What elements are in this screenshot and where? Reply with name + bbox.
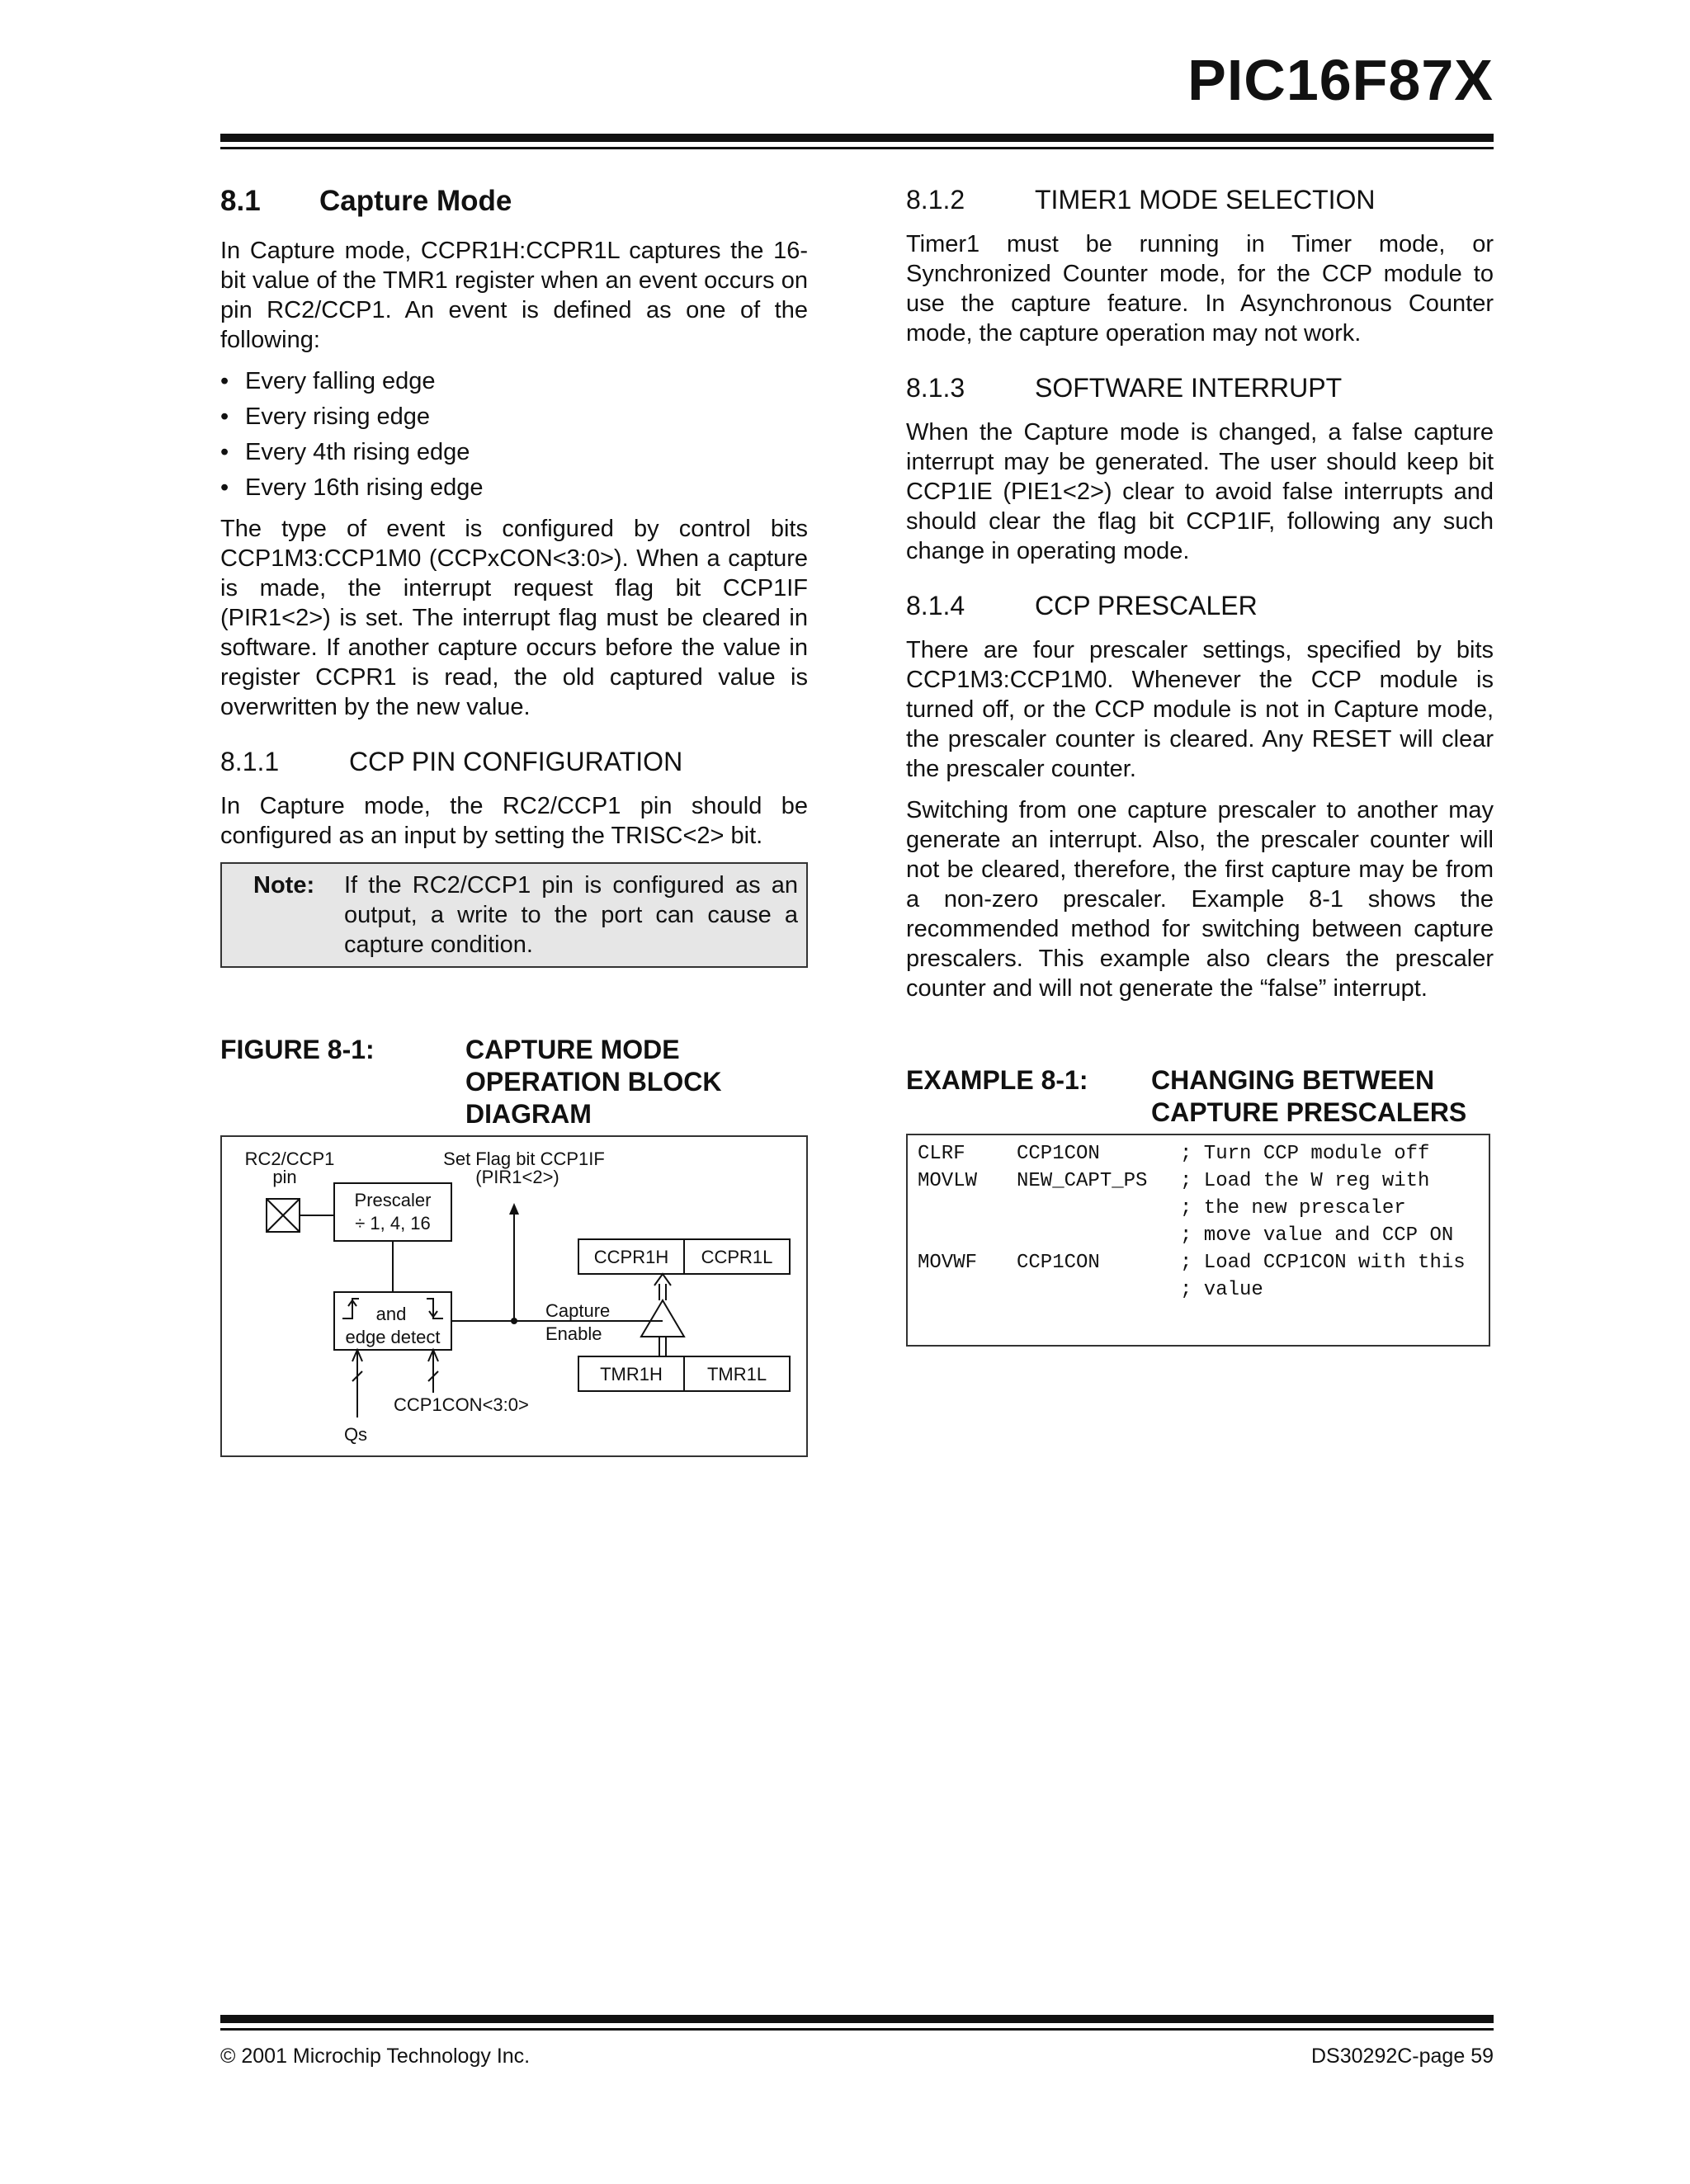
subsection-title: SOFTWARE INTERRUPT xyxy=(1035,373,1343,403)
subsection-title: CCP PRESCALER xyxy=(1035,591,1258,620)
code-opcode: MOVWF xyxy=(918,1252,978,1274)
flag-arrow-icon xyxy=(509,1203,519,1215)
code-opcode: CLRF xyxy=(918,1143,965,1165)
edge-label-line1: and xyxy=(375,1304,407,1324)
prescaler-label-line2: ÷ 1, 4, 16 xyxy=(355,1213,431,1234)
list-item: • Every 4th rising edge xyxy=(220,437,808,467)
code-operand: CCP1CON xyxy=(1017,1143,1100,1165)
code-line xyxy=(908,1222,1489,1249)
prescaler-paragraph-1: There are four prescaler settings, specified by bits CCP1M3:CCP1M0. Whenever the CCP module is turned off, or the CCP module is not in Capture mode, the prescaler counter is cleared. Any RESET will clear the prescaler counter. xyxy=(906,637,1494,782)
event-list xyxy=(220,366,808,502)
list-item: • Every 16th rising edge xyxy=(220,473,808,502)
pin-config-paragraph: In Capture mode, the RC2/CCP1 pin should be configured as an input by setting the TRISC<2> bit. xyxy=(220,793,808,849)
code-example-box xyxy=(906,1134,1490,1347)
page-number: DS30292C-page 59 xyxy=(1311,2045,1494,2068)
list-item: • Every falling edge xyxy=(220,366,808,396)
buffer-triangle-icon xyxy=(641,1300,684,1337)
figure-caption xyxy=(220,1034,808,1130)
example-caption xyxy=(906,1064,1494,1129)
subsection-title: TIMER1 MODE SELECTION xyxy=(1035,185,1376,215)
code-opcode xyxy=(908,1195,1017,1222)
timer1-paragraph: Timer1 must be running in Timer mode, or Synchronized Counter mode, for the CCP module to use the capture feature. In Asynchronous Counter mode, the capture operation may not work. xyxy=(906,231,1494,347)
section-number: 8.1 xyxy=(220,185,261,217)
subsection-number: 8.1.3 xyxy=(906,373,965,403)
left-column xyxy=(220,182,808,1457)
note-text: If the RC2/CCP1 pin is configured as an output, a write to the port can cause a capture condition. xyxy=(344,872,798,958)
capture-label-line2: Enable xyxy=(545,1323,602,1344)
figure-label: FIGURE 8-1: xyxy=(220,1035,375,1064)
code-line xyxy=(908,1249,1489,1276)
tmr1l-label: TMR1L xyxy=(706,1364,767,1384)
subsection-number: 8.1.1 xyxy=(220,747,280,776)
section-title: Capture Mode xyxy=(319,185,512,217)
code-opcode xyxy=(908,1222,1017,1249)
code-line xyxy=(908,1276,1489,1304)
subsection-heading-8-1-4 xyxy=(906,591,1494,620)
code-comment: ; value xyxy=(1180,1279,1263,1301)
code-operand xyxy=(1017,1276,1180,1304)
code-line xyxy=(908,1140,1489,1167)
code-line xyxy=(908,1195,1489,1222)
code-operand xyxy=(1017,1222,1180,1249)
flag-label-line2: (PIR1<2>) xyxy=(475,1167,559,1187)
event-config-paragraph: The type of event is configured by control bits CCP1M3:CCP1M0 (CCPxCON<3:0>). When a capture is made, the interrupt request flag bit CCP1IF (PIR1<2>) is set. The interrupt flag must be cleared in software. If another capture occurs before the value in register CCPR1 is read, the old captured value is overwritten by the new value. xyxy=(220,516,808,720)
capture-label-line1: Capture xyxy=(545,1300,611,1321)
code-opcode: MOVLW xyxy=(918,1170,978,1192)
ccpr1l-label: CCPR1L xyxy=(701,1247,773,1267)
header-rule-thin xyxy=(220,147,1494,149)
prescaler-paragraph-2: Switching from one capture prescaler to another may generate an interrupt. Also, the prescaler counter will not be cleared, therefore, the first capture may be from a non-zero prescaler. Example 8-1 shows the recommended method for switching between capture prescalers. This example also clears the prescaler counter and will not generate the “false” interrupt. xyxy=(906,797,1494,1002)
qs-label: Qs xyxy=(343,1424,368,1445)
subsection-number: 8.1.4 xyxy=(906,591,965,620)
code-comment: ; move value and CCP ON xyxy=(1180,1224,1454,1247)
footer-rule-thin xyxy=(220,2028,1494,2031)
page-title: PIC16F87X xyxy=(1187,48,1494,112)
subsection-heading-8-1-2 xyxy=(906,185,1494,215)
subsection-number: 8.1.2 xyxy=(906,185,965,215)
bus-arrow-icon xyxy=(654,1274,671,1300)
figure-title: CAPTURE MODE OPERATION BLOCK DIAGRAM xyxy=(465,1035,722,1129)
prescaler-label-line1: Prescaler xyxy=(354,1190,432,1210)
code-operand xyxy=(1017,1195,1180,1222)
example-label: EXAMPLE 8-1: xyxy=(906,1065,1088,1095)
subsection-heading-8-1-3 xyxy=(906,373,1494,403)
intro-paragraph: In Capture mode, CCPR1H:CCPR1L captures the 16-bit value of the TMR1 register when an event occurs on pin RC2/CCP1. An event is defined as one of the following: xyxy=(220,238,808,353)
list-item: • Every rising edge xyxy=(220,402,808,432)
code-opcode xyxy=(908,1276,1017,1304)
note-label: Note: xyxy=(253,872,315,899)
tmr1h-label: TMR1H xyxy=(600,1364,663,1384)
code-line xyxy=(908,1167,1489,1195)
note-box xyxy=(220,862,808,968)
code-comment: ; the new prescaler xyxy=(1180,1197,1406,1219)
bus-line-icon xyxy=(659,1337,666,1356)
pin-label-line1: RC2/CCP1 xyxy=(244,1149,335,1169)
footer-rule-thick xyxy=(220,2015,1494,2023)
pin-symbol-icon xyxy=(267,1199,300,1232)
subsection-title: CCP PIN CONFIGURATION xyxy=(349,747,683,776)
code-comment: ; Load the W reg with xyxy=(1180,1170,1430,1192)
ccp1con-input-line xyxy=(428,1350,438,1393)
ccp1con-label: CCP1CON<3:0> xyxy=(394,1394,529,1415)
code-operand: CCP1CON xyxy=(1017,1252,1100,1274)
code-comment: ; Load CCP1CON with this xyxy=(1180,1252,1466,1274)
edge-label-line2: edge detect xyxy=(345,1327,441,1347)
header-rule-thick xyxy=(220,134,1494,142)
code-operand: NEW_CAPT_PS xyxy=(1017,1170,1148,1192)
software-interrupt-paragraph: When the Capture mode is changed, a false capture interrupt may be generated. The user should keep bit CCP1IE (PIE1<2>) clear to avoid false interrupts and should clear the flag bit CCP1IF, following any such change in operating mode. xyxy=(906,419,1494,564)
block-diagram-svg xyxy=(222,1137,806,1455)
copyright-text: © 2001 Microchip Technology Inc. xyxy=(220,2045,531,2068)
subsection-heading-8-1-1 xyxy=(220,747,808,776)
example-title: CHANGING BETWEEN CAPTURE PRESCALERS xyxy=(1151,1065,1467,1127)
pin-label-line2: pin xyxy=(272,1167,297,1187)
flag-label-line1: Set Flag bit CCP1IF xyxy=(443,1149,605,1169)
rising-edge-icon xyxy=(342,1299,359,1318)
ccpr1h-label: CCPR1H xyxy=(593,1247,669,1267)
falling-edge-icon xyxy=(427,1299,443,1318)
code-comment: ; Turn CCP module off xyxy=(1180,1143,1430,1165)
block-diagram xyxy=(220,1135,808,1457)
section-heading xyxy=(220,186,808,216)
right-column xyxy=(906,182,1494,1347)
qs-input-line xyxy=(352,1350,362,1417)
